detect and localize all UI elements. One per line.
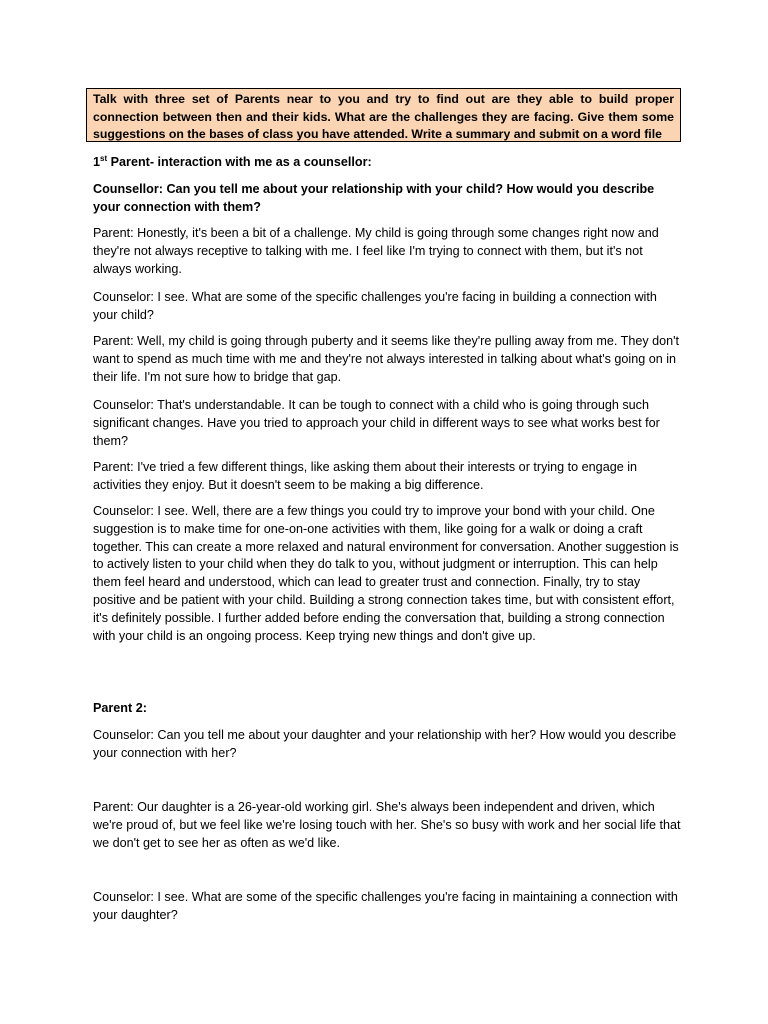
parent1-parent-reply-1: Parent: Honestly, it's been a bit of a challenge. My child is going through some changes right now and they're not always receptive to talking with me. I feel like I'm trying to connect with them, but it's not always working. (93, 226, 659, 276)
parent2-counselor-question-2: Counselor: I see. What are some of the specific challenges you're facing in maintaining a connection with your daughter? (93, 890, 678, 922)
parent1-heading-text: Parent- interaction with me as a counsellor: (107, 155, 372, 169)
parent2-heading: Parent 2: (93, 701, 147, 715)
parent1-counsellor-question: Counsellor: Can you tell me about your relationship with your child? How would you describe your connection with them? (93, 182, 655, 214)
parent1-heading (93, 154, 681, 172)
parent1-parent-reply-3: Parent: I've tried a few different things, like asking them about their interests or trying to engage in activities they enjoy. But it doesn't seem to be making a big difference. (93, 460, 638, 492)
parent2-counselor-question-1: Counselor: Can you tell me about your daughter and your relationship with her? How would you describe your connection with her? (93, 728, 677, 760)
assignment-task-box (86, 88, 681, 142)
parent1-counselor-question-2: Counselor: I see. What are some of the specific challenges you're facing in building a connection with your child? (93, 290, 657, 322)
parent1-parent-reply-2: Parent: Well, my child is going through puberty and it seems like they're pulling away from me. They don't want to spend as much time with me and they're not always interested in talking about what's going on in their life. I'm not sure how to bridge that gap. (93, 334, 680, 384)
parent2-parent-reply-1: Parent: Our daughter is a 26-year-old working girl. She's always been independent and driven, which we're proud of, but we feel like we're losing touch with her. She's so busy with work and her social life that we don't get to see her as often as we'd like. (93, 800, 681, 850)
parent1-heading-number: 1 (93, 155, 101, 169)
parent1-heading-ordinal: st (100, 153, 108, 163)
parent1-counselor-reply-3: Counselor: That's understandable. It can be tough to connect with a child who is going through such significant changes. Have you tried to approach your child in different ways to see what works best for them? (93, 398, 660, 448)
assignment-task-text: Talk with three set of Parents near to you and try to find out are they able to build proper connection between then and their kids. What are the challenges they are facing. Give them some suggestions on the bases of class you have attended. Write a summary and submit on a word file (93, 92, 674, 142)
parent1-counselor-suggestions: Counselor: I see. Well, there are a few things you could try to improve your bond with your child. One suggestion is to make time for one-on-one activities with them, like going for a walk or doing a craft together. This can create a more relaxed and natural environment for conversation. Another suggestion is to actively listen to your child when they do talk to you, without judgment or interruption. This can help them feel heard and understood, which can lead to greater trust and connection. Finally, try to stay positive and be patient with your child. Building a strong connection takes time, but with consistent effort, it's definitely possible. I further added before ending the conversation that, building a strong connection with your child is an ongoing process. Keep trying new things and don't give up. (93, 504, 679, 643)
